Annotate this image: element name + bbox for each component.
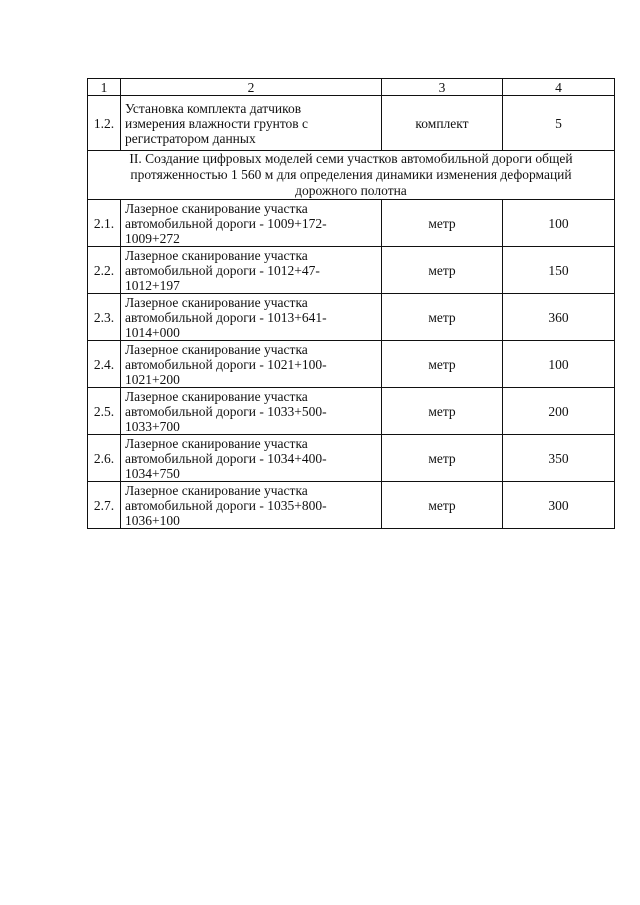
row-unit: метр xyxy=(382,247,503,294)
row-number: 2.1. xyxy=(88,200,121,247)
desc-line: 1014+000 xyxy=(125,324,180,340)
desc-line: автомобильной дороги - 1012+47- xyxy=(125,262,320,278)
table-row xyxy=(88,435,615,482)
row-quantity: 360 xyxy=(503,294,615,341)
row-number: 1.2. xyxy=(88,96,121,151)
header-col-1: 1 xyxy=(88,79,121,96)
table-row xyxy=(88,294,615,341)
row-number: 2.3. xyxy=(88,294,121,341)
section-line: дорожного полотна xyxy=(295,183,407,198)
row-number: 2.2. xyxy=(88,247,121,294)
row-description xyxy=(121,435,382,482)
works-table xyxy=(87,78,615,529)
desc-line: автомобильной дороги - 1021+100- xyxy=(125,356,327,372)
row-number: 2.7. xyxy=(88,482,121,529)
desc-line: 1009+272 xyxy=(125,230,180,246)
row-quantity: 5 xyxy=(503,96,615,151)
desc-line: Установка комплекта датчиков xyxy=(125,100,302,116)
row-quantity: 100 xyxy=(503,341,615,388)
row-description xyxy=(121,96,382,151)
row-quantity: 350 xyxy=(503,435,615,482)
section-line: протяженностью 1 560 м для определения динамики изменения деформаций xyxy=(130,167,572,182)
row-quantity: 300 xyxy=(503,482,615,529)
row-number: 2.5. xyxy=(88,388,121,435)
desc-line: измерения влажности грунтов с xyxy=(125,115,309,131)
header-col-2: 2 xyxy=(121,79,382,96)
table-row xyxy=(88,388,615,435)
header-row xyxy=(88,79,615,96)
row-unit: комплект xyxy=(382,96,503,151)
row-unit: метр xyxy=(382,388,503,435)
desc-line: автомобильной дороги - 1034+400- xyxy=(125,450,327,466)
row-number: 2.4. xyxy=(88,341,121,388)
desc-line: 1012+197 xyxy=(125,277,180,293)
desc-line: автомобильной дороги - 1009+172- xyxy=(125,215,327,231)
desc-line: Лазерное сканирование участка xyxy=(125,294,308,310)
header-col-3: 3 xyxy=(382,79,503,96)
row-unit: метр xyxy=(382,200,503,247)
desc-line: Лазерное сканирование участка xyxy=(125,435,308,451)
table-row xyxy=(88,482,615,529)
row-description xyxy=(121,200,382,247)
row-quantity: 100 xyxy=(503,200,615,247)
header-col-4: 4 xyxy=(503,79,615,96)
desc-line: 1036+100 xyxy=(125,512,180,528)
row-unit: метр xyxy=(382,294,503,341)
desc-line: Лазерное сканирование участка xyxy=(125,482,308,498)
row-quantity: 200 xyxy=(503,388,615,435)
desc-line: автомобильной дороги - 1013+641- xyxy=(125,309,327,325)
table-row xyxy=(88,96,615,151)
table-row xyxy=(88,247,615,294)
table-row xyxy=(88,200,615,247)
desc-line: Лазерное сканирование участка xyxy=(125,247,308,263)
section-row xyxy=(88,151,615,200)
desc-line: 1021+200 xyxy=(125,371,180,387)
row-description xyxy=(121,341,382,388)
desc-line: Лазерное сканирование участка xyxy=(125,200,308,216)
row-unit: метр xyxy=(382,341,503,388)
desc-line: Лазерное сканирование участка xyxy=(125,388,308,404)
section-title xyxy=(88,151,615,200)
desc-line: Лазерное сканирование участка xyxy=(125,341,308,357)
desc-line: регистратором данных xyxy=(125,130,256,146)
row-description xyxy=(121,247,382,294)
row-description xyxy=(121,294,382,341)
row-unit: метр xyxy=(382,435,503,482)
table-row xyxy=(88,341,615,388)
row-description xyxy=(121,388,382,435)
row-number: 2.6. xyxy=(88,435,121,482)
row-description xyxy=(121,482,382,529)
section-line: II. Создание цифровых моделей семи участков автомобильной дороги общей xyxy=(129,151,573,166)
row-unit: метр xyxy=(382,482,503,529)
desc-line: автомобильной дороги - 1033+500- xyxy=(125,403,327,419)
row-quantity: 150 xyxy=(503,247,615,294)
desc-line: 1034+750 xyxy=(125,465,180,481)
desc-line: автомобильной дороги - 1035+800- xyxy=(125,497,327,513)
desc-line: 1033+700 xyxy=(125,418,180,434)
